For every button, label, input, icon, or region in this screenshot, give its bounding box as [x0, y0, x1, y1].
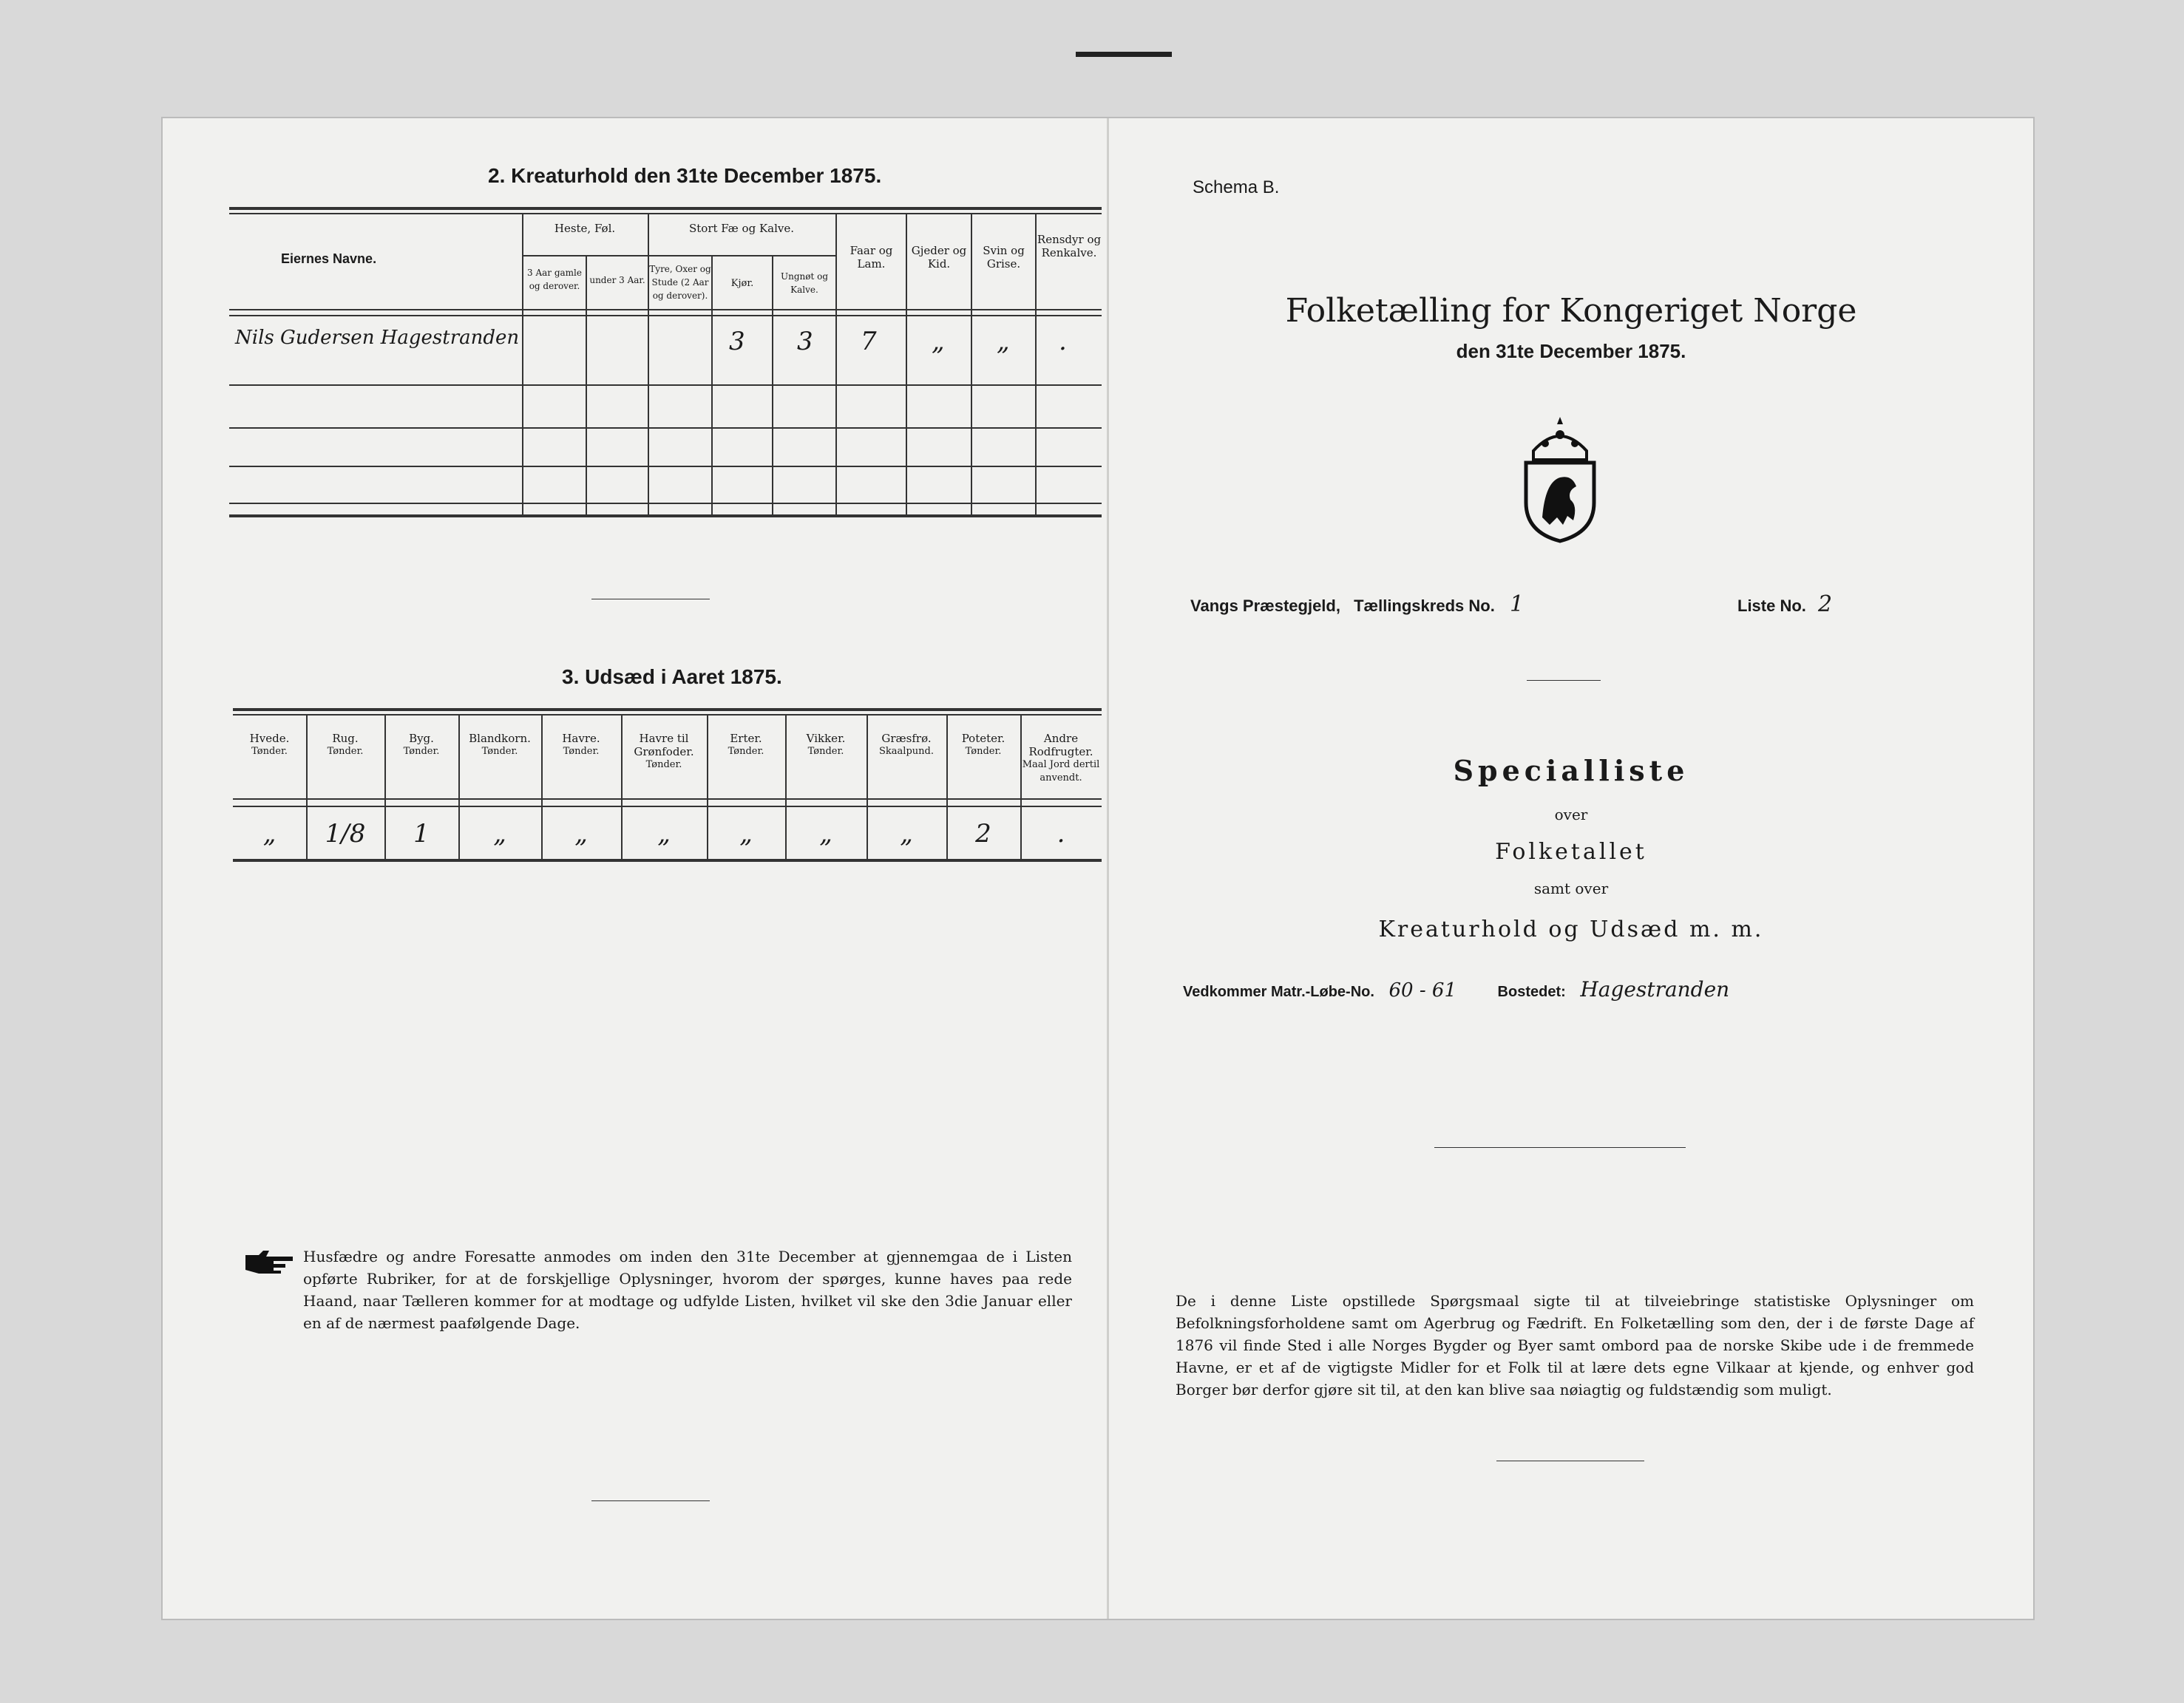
table-rule: [229, 207, 1102, 210]
seed-header-name: Byg.: [409, 732, 434, 745]
census-title: Folketælling for Kongeriget Norge: [1285, 292, 1857, 330]
seed-value: 1/8: [325, 819, 366, 849]
coat-of-arms-icon: [1516, 414, 1604, 543]
header-reindeer: Rensdyr og Renkalve.: [1037, 233, 1102, 259]
table-col: [522, 213, 523, 514]
parish-label: Vangs Præstegjeld,: [1190, 596, 1340, 615]
seed-header: [458, 732, 541, 758]
schema-label: Schema B.: [1193, 177, 1280, 197]
matr-number: 60 - 61: [1388, 979, 1456, 1002]
seed-header-unit: Tønder.: [481, 746, 518, 757]
livestock-seed-title: Kreaturhold og Udsæd m. m.: [1378, 917, 1764, 942]
seed-header-name: Havre.: [562, 732, 600, 745]
table-rule: [233, 798, 1102, 800]
seed-header: [707, 732, 785, 758]
seed-header-name: Rug.: [332, 732, 359, 745]
seed-header-unit: Tønder.: [563, 746, 600, 757]
header-goats: Gjeder og Kid.: [911, 244, 967, 271]
seed-header-name: Blandkorn.: [469, 732, 531, 745]
seed-value: „: [493, 819, 506, 849]
place-name: Hagestranden: [1580, 977, 1730, 1002]
pointing-hand-icon: [244, 1249, 296, 1274]
seed-value: „: [819, 819, 832, 849]
seed-header-name: Hvede.: [249, 732, 290, 745]
table-rule: [233, 708, 1102, 711]
header-pigs: Svin og Grise.: [983, 244, 1025, 271]
table-rule: [229, 514, 1102, 517]
table-rule: [233, 806, 1102, 807]
seed-header: [306, 732, 384, 758]
notice-text: Husfædre og andre Foresatte anmodes om inden den 31te December at gjennemgaa de i Listen opførte Rubriker, for at de forskjellige Oplysninger, hvorom der spørges, kunne haves paa rede Haand, naar Tælleren kommer for at modtage og udfylde Listen, hvilket vil ske den 3die Januar eller en af de nærmest paafølgende Dage.: [303, 1248, 1072, 1332]
seed-header: [867, 732, 946, 758]
matr-line: [1183, 977, 1729, 1002]
seed-value: .: [1057, 819, 1065, 849]
seed-title: 3. Udsæd i Aaret 1875.: [562, 665, 782, 688]
right-page: [1109, 118, 2033, 1619]
list-line: [1737, 591, 1832, 617]
seed-value: „: [574, 819, 588, 849]
seed-header-unit: Tønder.: [327, 746, 364, 757]
table-col: [648, 213, 649, 514]
header-sheep: Faar og Lam.: [849, 244, 893, 271]
seed-header-unit: Tønder.: [807, 746, 844, 757]
matr-label: Vedkommer Matr.-Løbe-No.: [1183, 984, 1374, 1000]
table-rule: [522, 255, 835, 256]
seed-value: „: [262, 819, 277, 849]
census-date: den 31te December 1875.: [1456, 340, 1686, 362]
seed-header: [233, 732, 306, 758]
header-horses: Heste, Føl.: [554, 222, 616, 235]
separator: [1527, 680, 1601, 681]
seed-header-unit: Skaalpund.: [879, 746, 934, 757]
seed-header: [1020, 732, 1102, 785]
place-label: Bostedet:: [1497, 984, 1566, 1000]
seed-header-name: Andre Rodfrugter.: [1028, 732, 1093, 758]
header-horses-under: under 3 Aar.: [589, 275, 645, 285]
seed-header-name: Vikker.: [806, 732, 846, 745]
seed-value: 1: [413, 819, 430, 849]
top-mark: [1076, 52, 1172, 57]
owner-name: Nils Gudersen Hagestranden: [235, 327, 520, 349]
seed-value: 2: [975, 819, 991, 849]
population-title: Folketallet: [1495, 839, 1647, 865]
header-young: Ungnøt og Kalve.: [780, 271, 829, 295]
separator: [591, 1500, 710, 1501]
livestock-title: 2. Kreaturhold den 31te December 1875.: [488, 164, 882, 187]
seed-header-name: Poteter.: [961, 732, 1005, 745]
header-horses-3yr: 3 Aar gamle og derover.: [527, 268, 582, 291]
district-label: Tællingskreds No.: [1354, 596, 1495, 615]
seed-header: [785, 732, 867, 758]
table-col: [586, 255, 587, 514]
seed-value: „: [739, 819, 753, 849]
young-value: 3: [797, 327, 813, 356]
list-number: 2: [1818, 591, 1833, 617]
header-bulls: Tyre, Oxer og Stude (2 Aar og derover).: [649, 264, 711, 301]
table-rule: [233, 859, 1102, 862]
reindeer-value: .: [1059, 327, 1067, 356]
list-label: Liste No.: [1737, 596, 1806, 615]
goats-value: „: [932, 327, 945, 356]
seed-header-name: Havre til Grønfoder.: [634, 732, 694, 758]
seed-header-name: Erter.: [730, 732, 762, 745]
seed-header-unit: Maal Jord dertil anvendt.: [1022, 759, 1100, 783]
header-cows: Kjør.: [730, 278, 754, 289]
seed-value: „: [657, 819, 671, 849]
header-cattle: Stort Fæ og Kalve.: [688, 222, 795, 235]
seed-header-unit: Tønder.: [728, 746, 764, 757]
seed-value: „: [900, 819, 913, 849]
seed-header-unit: Tønder.: [251, 746, 288, 757]
seed-header-name: Græsfrø.: [881, 732, 932, 745]
seed-header: [946, 732, 1020, 758]
over-text-2: samt over: [1533, 880, 1609, 897]
census-sheet: [163, 118, 2033, 1619]
seed-header-unit: Tønder.: [645, 759, 682, 770]
over-text-1: over: [1554, 806, 1588, 823]
seed-header: [384, 732, 458, 758]
seed-header-unit: Tønder.: [965, 746, 1002, 757]
separator: [1434, 1147, 1686, 1148]
seed-header: [541, 732, 621, 758]
special-list-title: Specialliste: [1453, 754, 1689, 787]
district-number: 1: [1509, 591, 1525, 617]
instruction-paragraph: De i denne Liste opstillede Spørgsmaal sigte til at tilveiebringe statistiske Oplysninger om Befolkningsforholdene samt om Agerbrug og Fædrift. En Folketælling som den, der i de første Dage af 1876 vil finde Sted i alle Norges Bygder og Byer samt ombord paa de norske Skibe ude i de fremmede Havne, er et af de vigtigste Midler for et Folk til at lære dets egne Vilkaar at kjende, og enhver god Borger bør derfor gjøre sit til, at den kan blive saa nøiagtig og fuldstændig som muligt.: [1176, 1292, 1974, 1398]
seed-header: [621, 732, 707, 772]
pigs-value: „: [997, 327, 1010, 356]
sheep-value: 7: [861, 327, 877, 356]
header-owner: Eiernes Navne.: [281, 251, 377, 266]
seed-header-unit: Tønder.: [403, 746, 440, 757]
parish-line: [1190, 591, 1524, 617]
table-rule: [233, 714, 1102, 715]
cows-value: 3: [729, 327, 745, 356]
left-page: [163, 118, 1107, 1619]
table-col: [711, 255, 713, 514]
